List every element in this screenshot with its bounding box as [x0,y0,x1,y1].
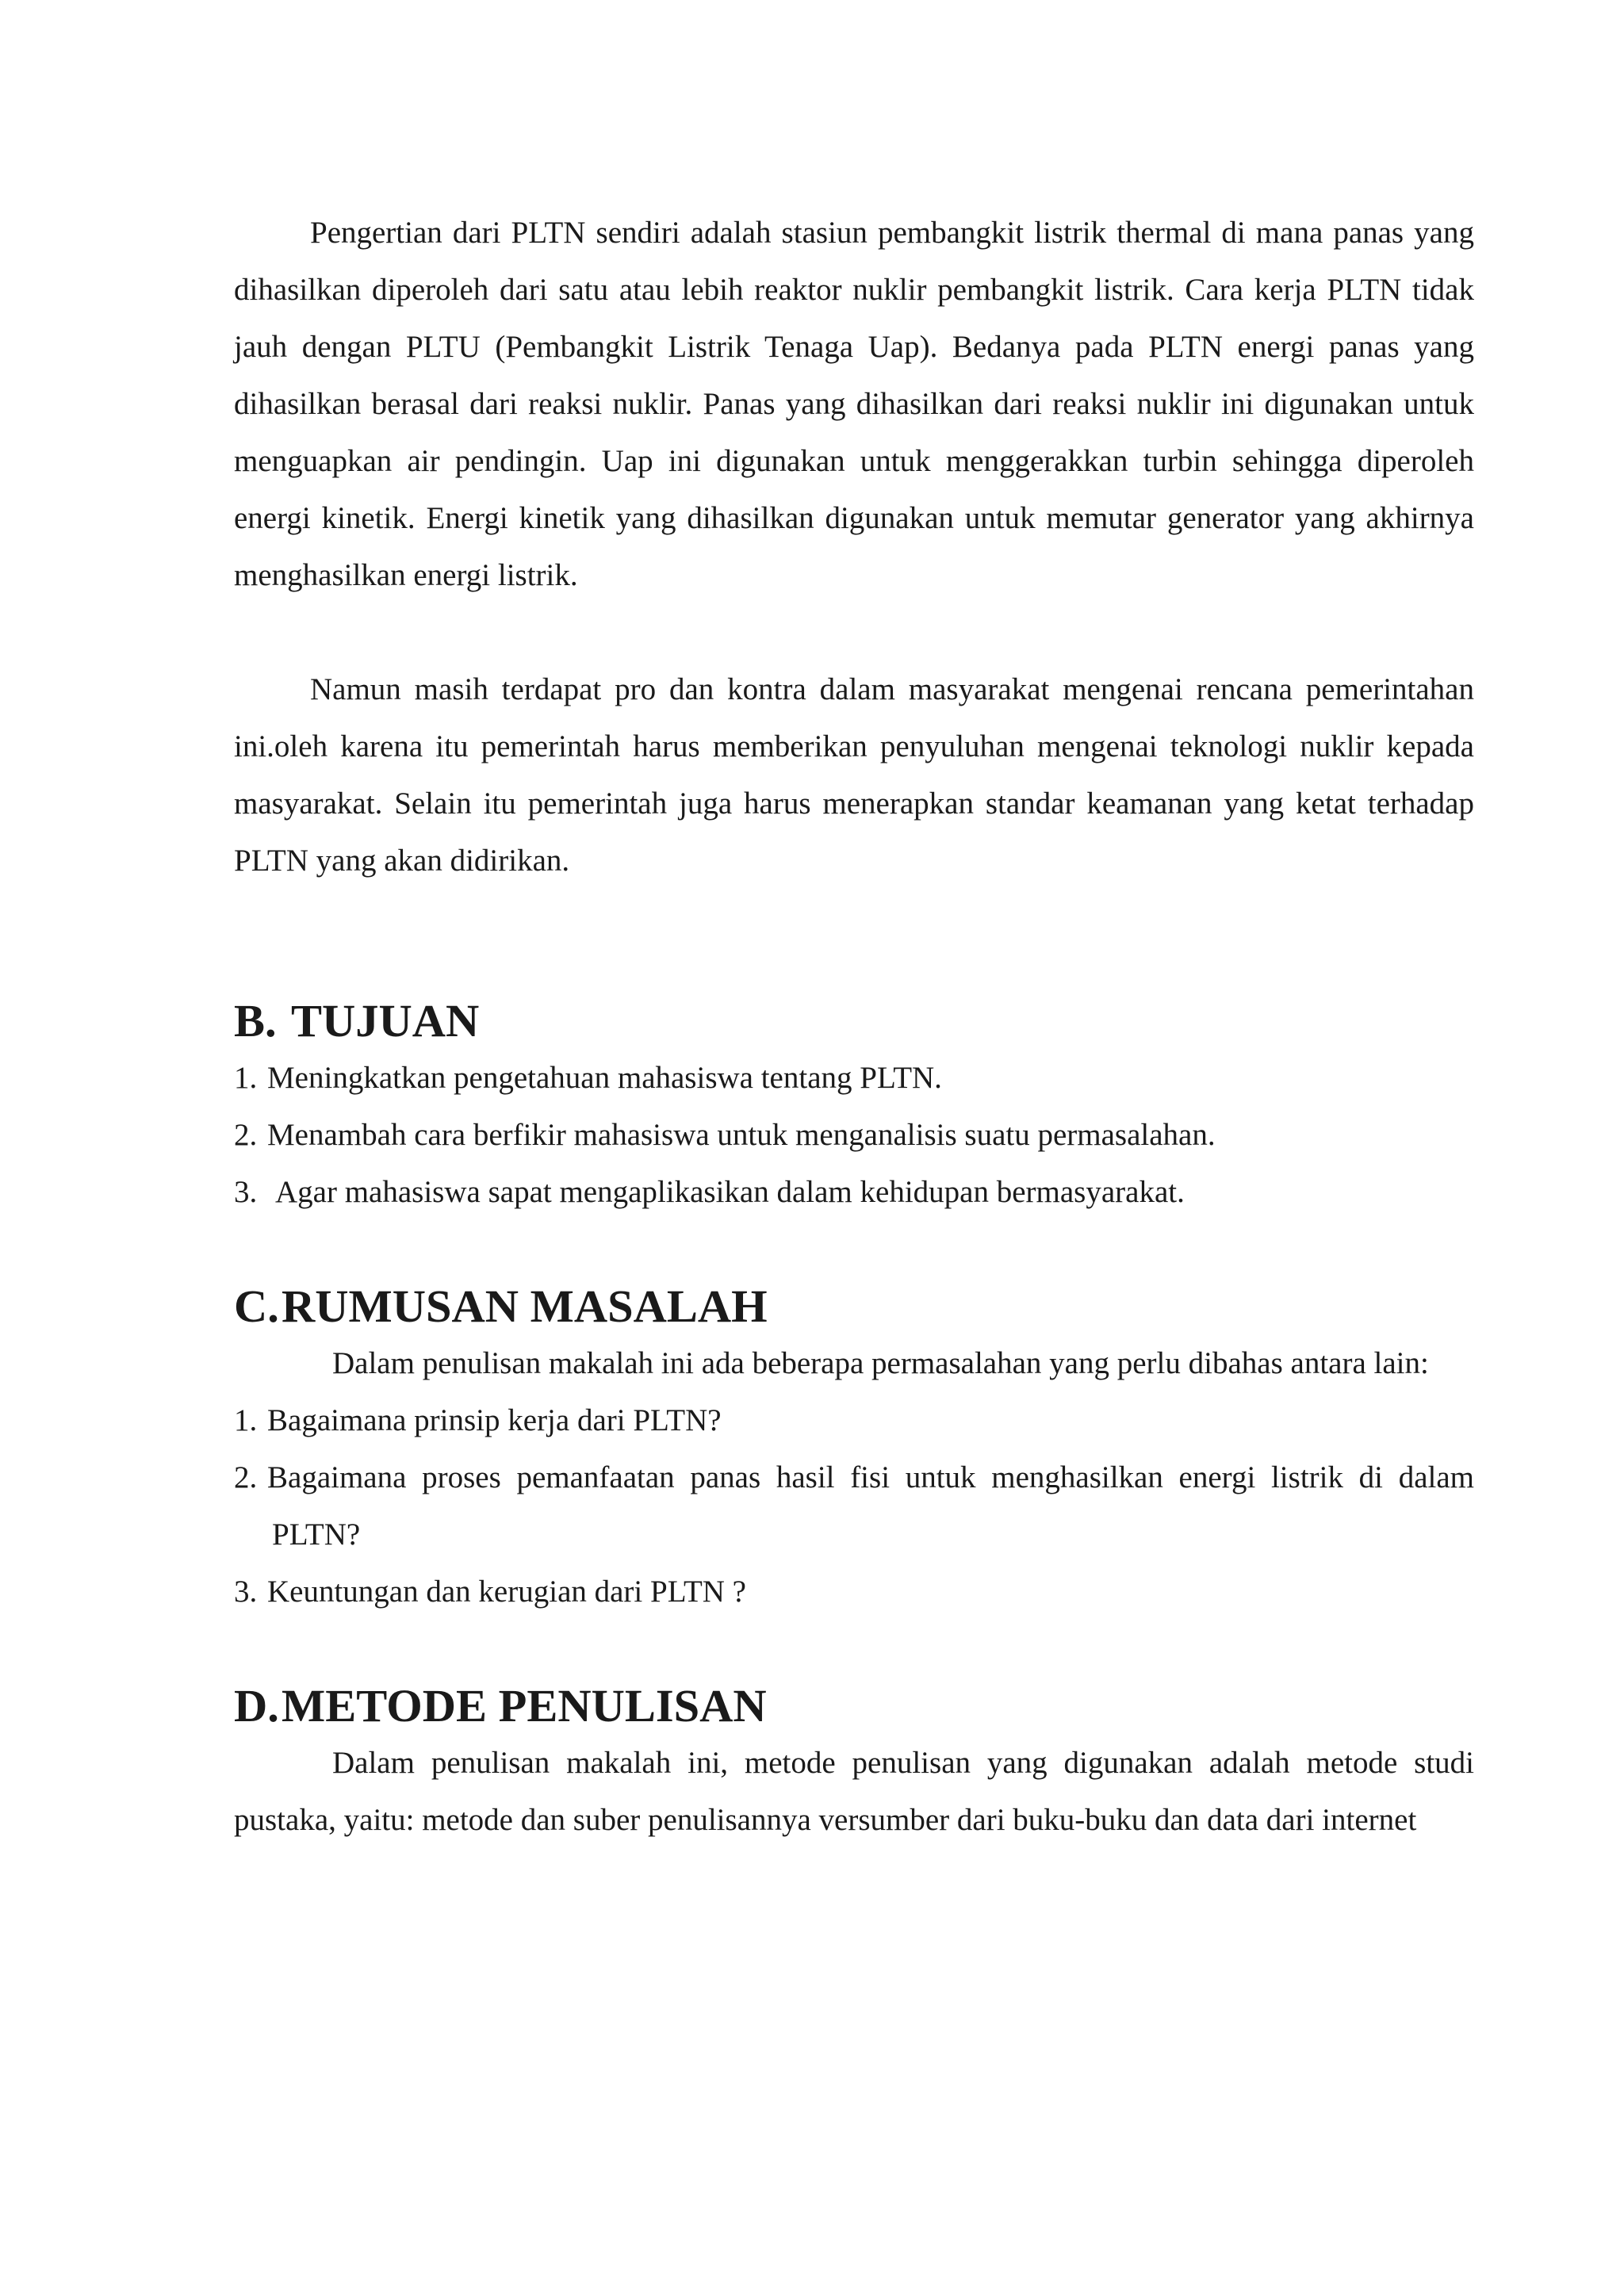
list-text: Menambah cara berfikir mahasiswa untuk menganalisis suatu permasalahan. [267,1118,1216,1152]
paragraph-spacer [234,604,1474,661]
list-item [234,1563,1474,1621]
section-letter: B. [234,995,277,1047]
section-letter: D. [234,1680,279,1732]
rumusan-intro: Dalam penulisan makalah ini ada beberapa permasalahan yang perlu dibahas antara lain: [332,1346,1429,1380]
list-number: 2. [234,1460,258,1494]
section-title: TUJUAN [291,995,480,1047]
list-text: Bagaimana prinsip kerja dari PLTN? [267,1403,722,1437]
list-item [234,1449,1474,1563]
list-item [234,1107,1474,1164]
list-number: 3. [234,1175,258,1209]
list-number: 3. [234,1575,258,1609]
rumusan-list [234,1392,1474,1621]
section-letter: C. [234,1280,279,1332]
document-page [234,205,1474,1849]
list-text: Agar mahasiswa sapat mengaplikasikan dalam kehidupan bermasyarakat. [275,1175,1185,1209]
list-number: 2. [234,1118,258,1152]
list-item [234,1050,1474,1107]
intro-paragraph-2: Namun masih terdapat pro dan kontra dalam masyarakat mengenai rencana pemerintahan ini.oleh karena itu pemerintah harus memberikan penyuluhan mengenai teknologi nuklir kepada masyarakat. Selain itu pemerintah juga harus menerapkan standar keamanan yang ketat terhadap PLTN yang akan didirikan. [234,672,1474,878]
tujuan-list [234,1050,1474,1221]
section-spacer [234,1221,1474,1278]
list-text: Bagaimana proses pemanfaatan panas hasil fisi untuk menghasilkan energi listrik di dalam PLTN? [267,1460,1474,1552]
section-spacer [234,890,1474,993]
metode-body: Dalam penulisan makalah ini, metode penulisan yang digunakan adalah metode studi pustaka, yaitu: metode dan suber penulisannya versumber dari buku-buku dan data dari internet [234,1746,1474,1837]
section-heading-metode [234,1678,1474,1735]
intro-paragraph-1: Pengertian dari PLTN sendiri adalah stasiun pembangkit listrik thermal di mana panas yang dihasilkan diperoleh dari satu atau lebih reaktor nuklir pembangkit listrik. Cara kerja PLTN tidak jauh dengan PLTU (Pembangkit Listrik Tenaga Uap). Bedanya pada PLTN energi panas yang dihasilkan berasal dari reaksi nuklir. Panas yang dihasilkan dari reaksi nuklir ini digunakan untuk menguapkan air pendingin. Uap ini digunakan untuk menggerakkan turbin sehingga diperoleh energi kinetik. Energi kinetik yang dihasilkan digunakan untuk memutar generator yang akhirnya menghasilkan energi listrik. [234,216,1474,592]
section-spacer [234,1621,1474,1678]
section-heading-tujuan [234,993,1474,1050]
list-number: 1. [234,1061,258,1095]
list-text: Keuntungan dan kerugian dari PLTN ? [267,1575,746,1609]
list-item [234,1164,1474,1221]
section-heading-rumusan [234,1278,1474,1335]
list-item [234,1392,1474,1449]
list-text: Meningkatkan pengetahuan mahasiswa tentang PLTN. [267,1061,942,1095]
section-title: RUMUSAN MASALAH [282,1280,768,1332]
list-number: 1. [234,1403,258,1437]
section-title: METODE PENULISAN [282,1680,767,1732]
